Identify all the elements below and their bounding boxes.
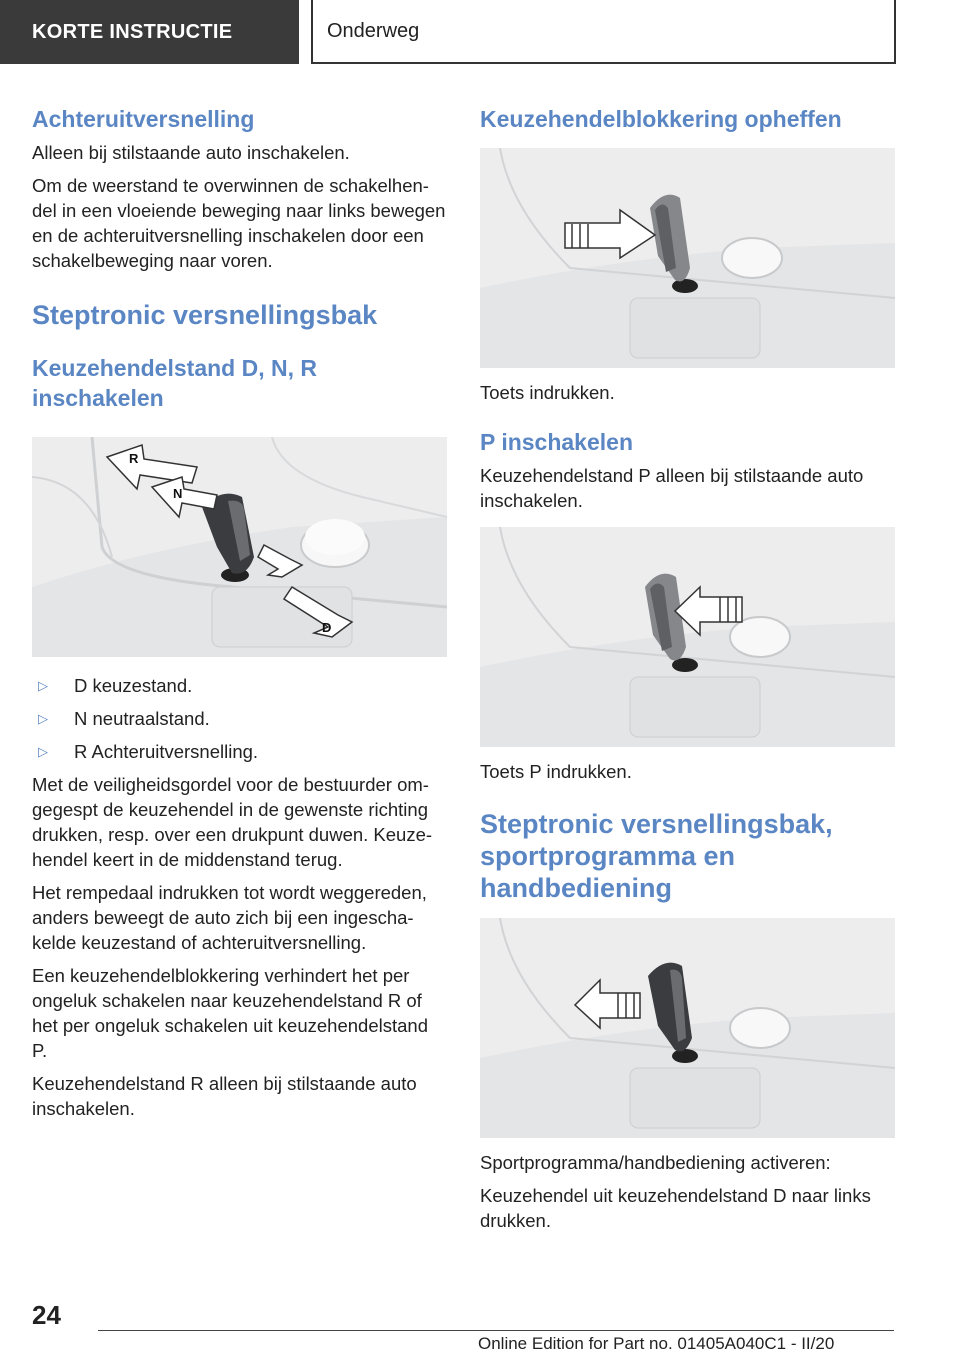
triangle-bullet-icon: ▷: [38, 711, 48, 726]
sport-mode-svg: [480, 918, 895, 1138]
right-column: [480, 100, 895, 1233]
page-header: [0, 0, 960, 66]
p-caption: Toets P indrukken.: [480, 761, 632, 782]
figure-label-r: R: [129, 451, 139, 466]
gear-selector-dnr-svg: [32, 437, 447, 657]
edition-note: Online Edition for Part no. 01405A040C1 - II/20: [478, 1334, 835, 1353]
selector-unlock-illustration: [480, 148, 895, 368]
triangle-bullet-icon: ▷: [38, 744, 48, 759]
p-paragraph: Keuzehendelstand P alleen bij stilstaande auto inschakelen.: [480, 465, 864, 511]
figure-label-n: N: [173, 486, 183, 501]
sport-mode-illustration: [480, 918, 895, 1138]
reverse-paragraph-1: Alleen bij stilstaande auto inschakelen.: [32, 142, 350, 163]
park-button-illustration: [480, 527, 895, 747]
gear-position-list: [32, 673, 447, 764]
page-number: 24: [32, 1300, 61, 1330]
p-heading: P inschakelen: [480, 429, 633, 455]
left-column: [32, 100, 447, 1121]
r-paragraph: Keuzehendelstand R alleen bij stilstaande auto inschakelen.: [32, 1073, 417, 1119]
list-item: ▷ D keuzestand.: [38, 675, 193, 696]
triangle-bullet-icon: ▷: [38, 678, 48, 693]
footer-divider: [98, 1330, 894, 1331]
list-item: ▷ N neutraalstand.: [38, 708, 210, 729]
sport-caption-2: Keuzehendel uit keuzehendelstand D naar links drukken.: [480, 1185, 871, 1231]
park-button-svg: [480, 527, 895, 747]
selector-unlock-svg: [480, 148, 895, 368]
section-title: Onderweg: [311, 0, 896, 64]
reverse-paragraph-2: Om de weerstand te overwinnen de schakelhendel in een vloeiende beweging naar links bewegen en de achteruitversnelling inschakelen door een schakelbeweging naar voren.: [32, 175, 446, 271]
chapter-tab[interactable]: KORTE INSTRUCTIE: [0, 0, 299, 64]
steptronic-heading: Steptronic versnellingsbak: [32, 300, 378, 330]
unlock-caption: Toets indrukken.: [480, 382, 615, 403]
sport-caption-1: Sportprogramma/handbediening activeren:: [480, 1152, 831, 1173]
brake-paragraph: Het rempedaal indrukken tot wordt weggereden, anders beweegt de auto zich bij een ingeschakelde keuzestand of achteruitversnelling.: [32, 882, 427, 953]
list-item: ▷ R Achteruitversnelling.: [38, 741, 259, 762]
sport-heading: Steptronic versnellingsbak, sportprogramma en handbediening: [480, 809, 833, 903]
unlock-heading: Keuzehendelblokkering opheffen: [480, 106, 842, 132]
belt-paragraph: Met de veiligheidsgordel voor de bestuurder omgegespt de keuzehendel in de gewenste richting drukken, resp. over een drukpunt duwen. Keuzehendel keert in de middenstand terug.: [32, 774, 433, 870]
figure-label-d: D: [322, 620, 332, 635]
reverse-heading: Achteruitversnelling: [32, 106, 255, 132]
lock-paragraph: Een keuzehendelblokkering verhindert het per ongeluk schakelen naar keuzehendelstand R of het per ongeluk schakelen uit keuzehendelstand P.: [32, 965, 428, 1061]
dnr-heading: Keuzehendelstand D, N, R inschakelen: [32, 355, 317, 411]
gear-selector-dnr-illustration: [32, 437, 447, 657]
